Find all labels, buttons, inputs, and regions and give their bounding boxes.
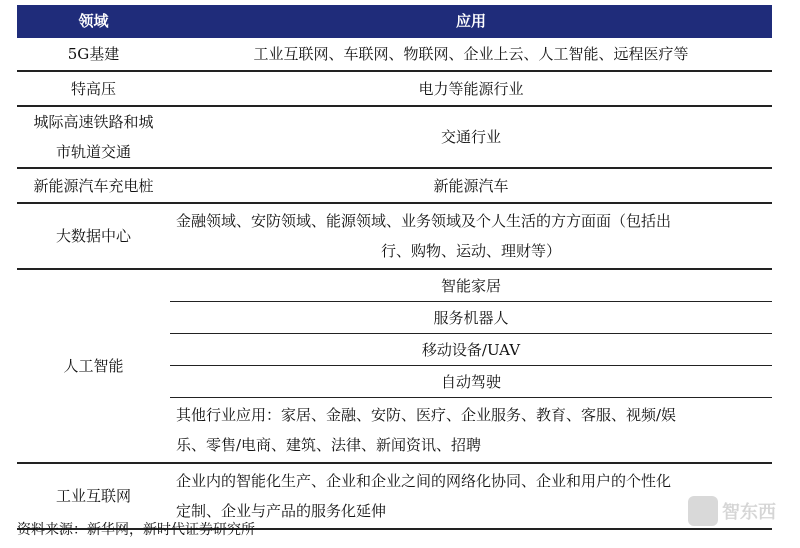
application-cell <box>170 463 772 529</box>
domain-cell <box>17 106 170 168</box>
application-cell: 智能家居 <box>170 269 772 302</box>
application-line: 其他行业应用：家居、金融、安防、医疗、企业服务、教育、客服、视频/娱 <box>176 406 677 424</box>
application-cell: 服务机器人 <box>170 302 772 334</box>
domain-cell: 特高压 <box>17 71 170 106</box>
application-line: 企业内的智能化生产、企业和企业之间的网络化协同、企业和用户的个性化 <box>176 472 672 490</box>
domain-cell: 人工智能 <box>17 269 170 463</box>
application-line: 定制、企业与产品的服务化延伸 <box>176 502 387 520</box>
watermark-logo-icon <box>688 496 718 526</box>
domain-cell: 新能源汽车充电桩 <box>17 168 170 203</box>
table-header-row <box>17 5 772 37</box>
domain-cell: 大数据中心 <box>17 203 170 269</box>
application-line: 行、购物、运动、理财等） <box>380 242 561 260</box>
domain-cell: 5G基建 <box>17 37 170 71</box>
watermark <box>688 494 778 528</box>
table-row <box>17 269 772 302</box>
application-cell: 自动驾驶 <box>170 366 772 398</box>
application-cell <box>170 398 772 464</box>
table-row <box>17 37 772 71</box>
application-cell: 新能源汽车 <box>170 168 772 203</box>
table-row <box>17 168 772 203</box>
source-note: 资料来源：新华网，新时代证券研究所 <box>17 522 255 538</box>
table-row <box>17 203 772 269</box>
domain-line: 市轨道交通 <box>55 143 131 161</box>
application-cell: 电力等能源行业 <box>170 71 772 106</box>
application-line: 乐、零售/电商、建筑、法律、新闻资讯、招聘 <box>176 436 482 454</box>
application-cell: 移动设备/UAV <box>170 334 772 366</box>
domain-cell: 工业互联网 <box>17 463 170 529</box>
header-application: 应用 <box>170 5 772 37</box>
application-line: 金融领域、安防领域、能源领域、业务领域及个人生活的方方面面（包括出 <box>176 212 672 230</box>
application-cell: 交通行业 <box>170 106 772 168</box>
application-cell: 工业互联网、车联网、物联网、企业上云、人工智能、远程医疗等 <box>170 37 772 71</box>
domain-line: 城际高速铁路和城 <box>33 113 154 131</box>
application-table <box>17 5 772 530</box>
header-domain: 领域 <box>17 5 170 37</box>
table-row <box>17 106 772 168</box>
application-cell <box>170 203 772 269</box>
watermark-text: 智东西 <box>722 502 776 523</box>
table-row <box>17 71 772 106</box>
